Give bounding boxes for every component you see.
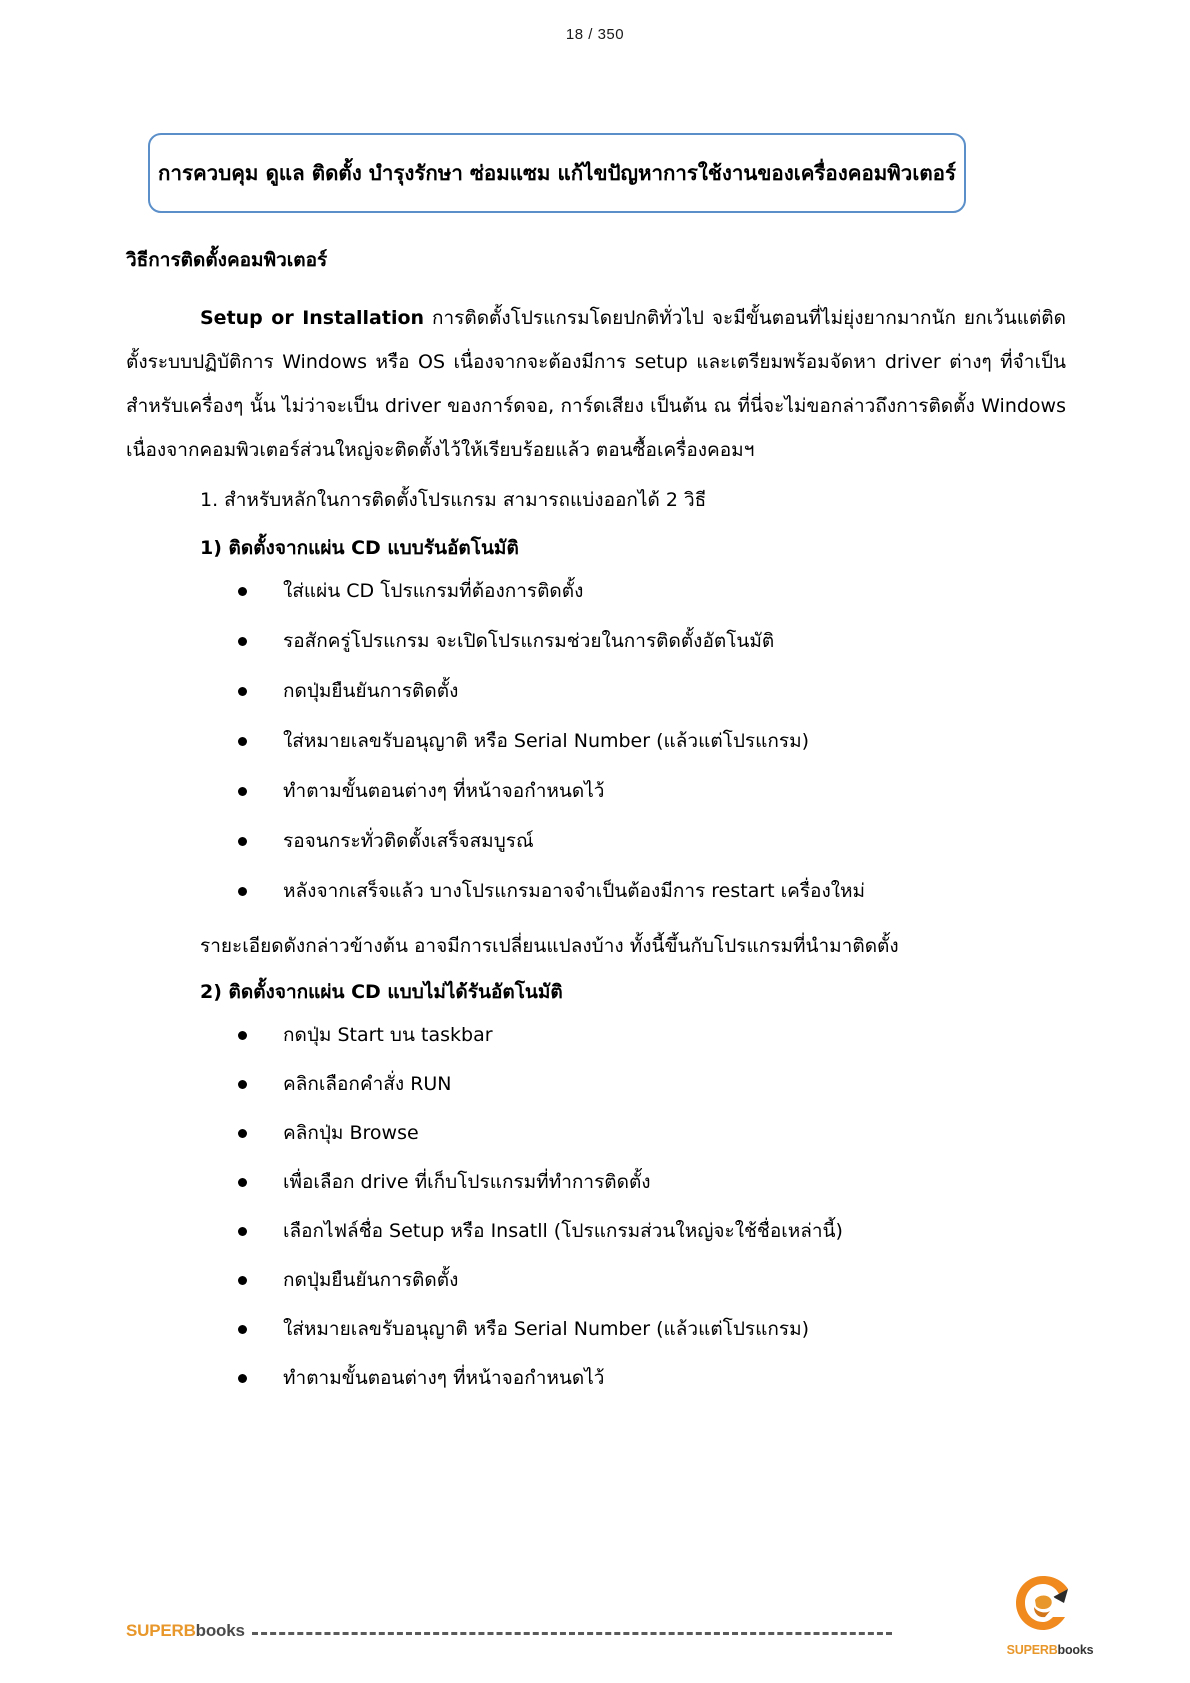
method-two-bullet-list xyxy=(126,1020,1066,1393)
footer-divider xyxy=(252,1632,892,1635)
bullet-dot-icon xyxy=(238,1031,247,1040)
list-item-text: คลิกปุ่ม Browse xyxy=(283,1121,419,1144)
intro-paragraph-text: การติดตั้งโปรแกรมโดยปกติทั่วไป จะมีขั้นตอนที่ไม่ยุ่งยากมากนัก ยกเว้นแต่ติดตั้งระบบปฏิบัติการ Windows หรือ OS เนื่องจากจะต้องมีการ setup และเตรียมพร้อมจัดหา driver ต่างๆ ที่จำเป็นสำหรับเครื่องๆ นั้น ไม่ว่าจะเป็น driver ของการ์ดจอ, การ์ดเสียง เป็นต้น ณ ที่นี่จะไม่ขอกล่าวถึงการติดตั้ง Windows เนื่องจากคอมพิวเตอร์ส่วนใหญ่จะติดตั้งไว้ให้เรียบร้อยแล้ว ตอนซื้อเครื่องคอมฯ xyxy=(126,306,1066,461)
list-item-text: คลิกเลือกคำสั่ง RUN xyxy=(283,1072,452,1095)
page-footer xyxy=(0,1553,1190,1683)
list-item-text: เพื่อเลือก drive ที่เก็บโปรแกรมที่ทำการติดตั้ง xyxy=(283,1170,651,1193)
list-item xyxy=(238,1167,1066,1197)
list-item-text: กดปุ่มยืนยันการติดตั้ง xyxy=(283,1268,459,1291)
bullet-dot-icon xyxy=(238,1276,247,1285)
list-item-text: รอจนกระทั่วติดตั้งเสร็จสมบูรณ์ xyxy=(283,829,534,852)
list-item xyxy=(238,1069,1066,1099)
document-content xyxy=(126,248,1066,1412)
method-one-heading: 1) ติดตั้งจากแผ่น CD แบบรันอัตโนมัติ xyxy=(200,536,519,559)
list-item-text: หลังจากเสร็จแล้ว บางโปรแกรมอาจจำเป็นต้องมีการ restart เครื่องใหม่ xyxy=(283,879,866,902)
list-item xyxy=(238,876,1066,906)
list-item xyxy=(238,1265,1066,1295)
list-item-text: ใส่แผ่น CD โปรแกรมที่ต้องการติดตั้ง xyxy=(283,579,584,602)
list-item-text: ใส่หมายเลขรับอนุญาติ หรือ Serial Number (แล้วแต่โปรแกรม) xyxy=(283,1317,810,1340)
bullet-dot-icon xyxy=(238,1129,247,1138)
list-item-text: ทำตามขั้นตอนต่างๆ ที่หน้าจอกำหนดไว้ xyxy=(283,1366,605,1389)
intro-bold-lead: Setup or Installation xyxy=(200,306,425,329)
bullet-dot-icon xyxy=(238,687,247,696)
method-two-heading: 2) ติดตั้งจากแผ่น CD แบบไม่ได้รันอัตโนมัติ xyxy=(200,980,563,1003)
footer-brand-books: books xyxy=(195,1621,245,1640)
list-item xyxy=(238,1314,1066,1344)
footer-brand-text xyxy=(126,1621,245,1641)
bullet-dot-icon xyxy=(238,837,247,846)
list-item-text: ทำตามขั้นตอนต่างๆ ที่หน้าจอกำหนดไว้ xyxy=(283,779,605,802)
chapter-title: การควบคุม ดูแล ติดตั้ง บำรุงรักษา ซ่อมแซม แก้ไขปัญหาการใช้งานของเครื่องคอมพิวเตอร์ xyxy=(158,160,956,185)
list-item xyxy=(238,776,1066,806)
bullet-dot-icon xyxy=(238,887,247,896)
section-heading: วิธีการติดตั้งคอมพิวเตอร์ xyxy=(126,249,328,271)
numbered-item-1: 1. สำหรับหลักในการติดตั้งโปรแกรม สามารถแบ่งออกได้ 2 วิธี xyxy=(200,488,707,511)
list-item xyxy=(238,626,1066,656)
logo-books: books xyxy=(1057,1643,1094,1657)
intro-paragraph xyxy=(126,296,1066,472)
method-one-bullet-list xyxy=(126,576,1066,906)
bullet-dot-icon xyxy=(238,637,247,646)
list-item xyxy=(238,1118,1066,1148)
list-item xyxy=(238,1020,1066,1050)
list-item xyxy=(238,1216,1066,1246)
bullet-dot-icon xyxy=(238,737,247,746)
list-item-text: กดปุ่มยืนยันการติดตั้ง xyxy=(283,679,459,702)
chapter-header-box xyxy=(148,133,966,213)
list-item xyxy=(238,726,1066,756)
bullet-dot-icon xyxy=(238,587,247,596)
method-one-note: รายะเอียดดังกล่าวข้างต้น อาจมีการเปลี่ยนแปลงบ้าง ทั้งนี้ขึ้นกับโปรแกรมที่นำมาติดตั้ง xyxy=(200,934,899,957)
bullet-dot-icon xyxy=(238,1325,247,1334)
logo-superb: SUPERB xyxy=(1006,1643,1058,1657)
list-item xyxy=(238,826,1066,856)
list-item xyxy=(238,1363,1066,1393)
footer-brand-superb: SUPERB xyxy=(126,1621,196,1640)
list-item-text: กดปุ่ม Start บน taskbar xyxy=(283,1023,493,1046)
bullet-dot-icon xyxy=(238,1374,247,1383)
superbbooks-logo xyxy=(998,1573,1102,1659)
swirl-logo-icon xyxy=(1012,1573,1074,1635)
page-number-indicator: 18 / 350 xyxy=(565,26,625,43)
bullet-dot-icon xyxy=(238,1227,247,1236)
bullet-dot-icon xyxy=(238,787,247,796)
list-item xyxy=(238,576,1066,606)
bullet-dot-icon xyxy=(238,1080,247,1089)
bullet-dot-icon xyxy=(238,1178,247,1187)
list-item-text: ใส่หมายเลขรับอนุญาติ หรือ Serial Number (แล้วแต่โปรแกรม) xyxy=(283,729,810,752)
list-item-text: รอสักครู่โปรแกรม จะเปิดโปรแกรมช่วยในการติดตั้งอัตโนมัติ xyxy=(283,629,775,652)
list-item xyxy=(238,676,1066,706)
logo-wordmark xyxy=(998,1643,1102,1657)
list-item-text: เลือกไฟล์ชื่อ Setup หรือ Insatll (โปรแกรมส่วนใหญ่จะใช้ชื่อเหล่านี้) xyxy=(283,1219,843,1242)
